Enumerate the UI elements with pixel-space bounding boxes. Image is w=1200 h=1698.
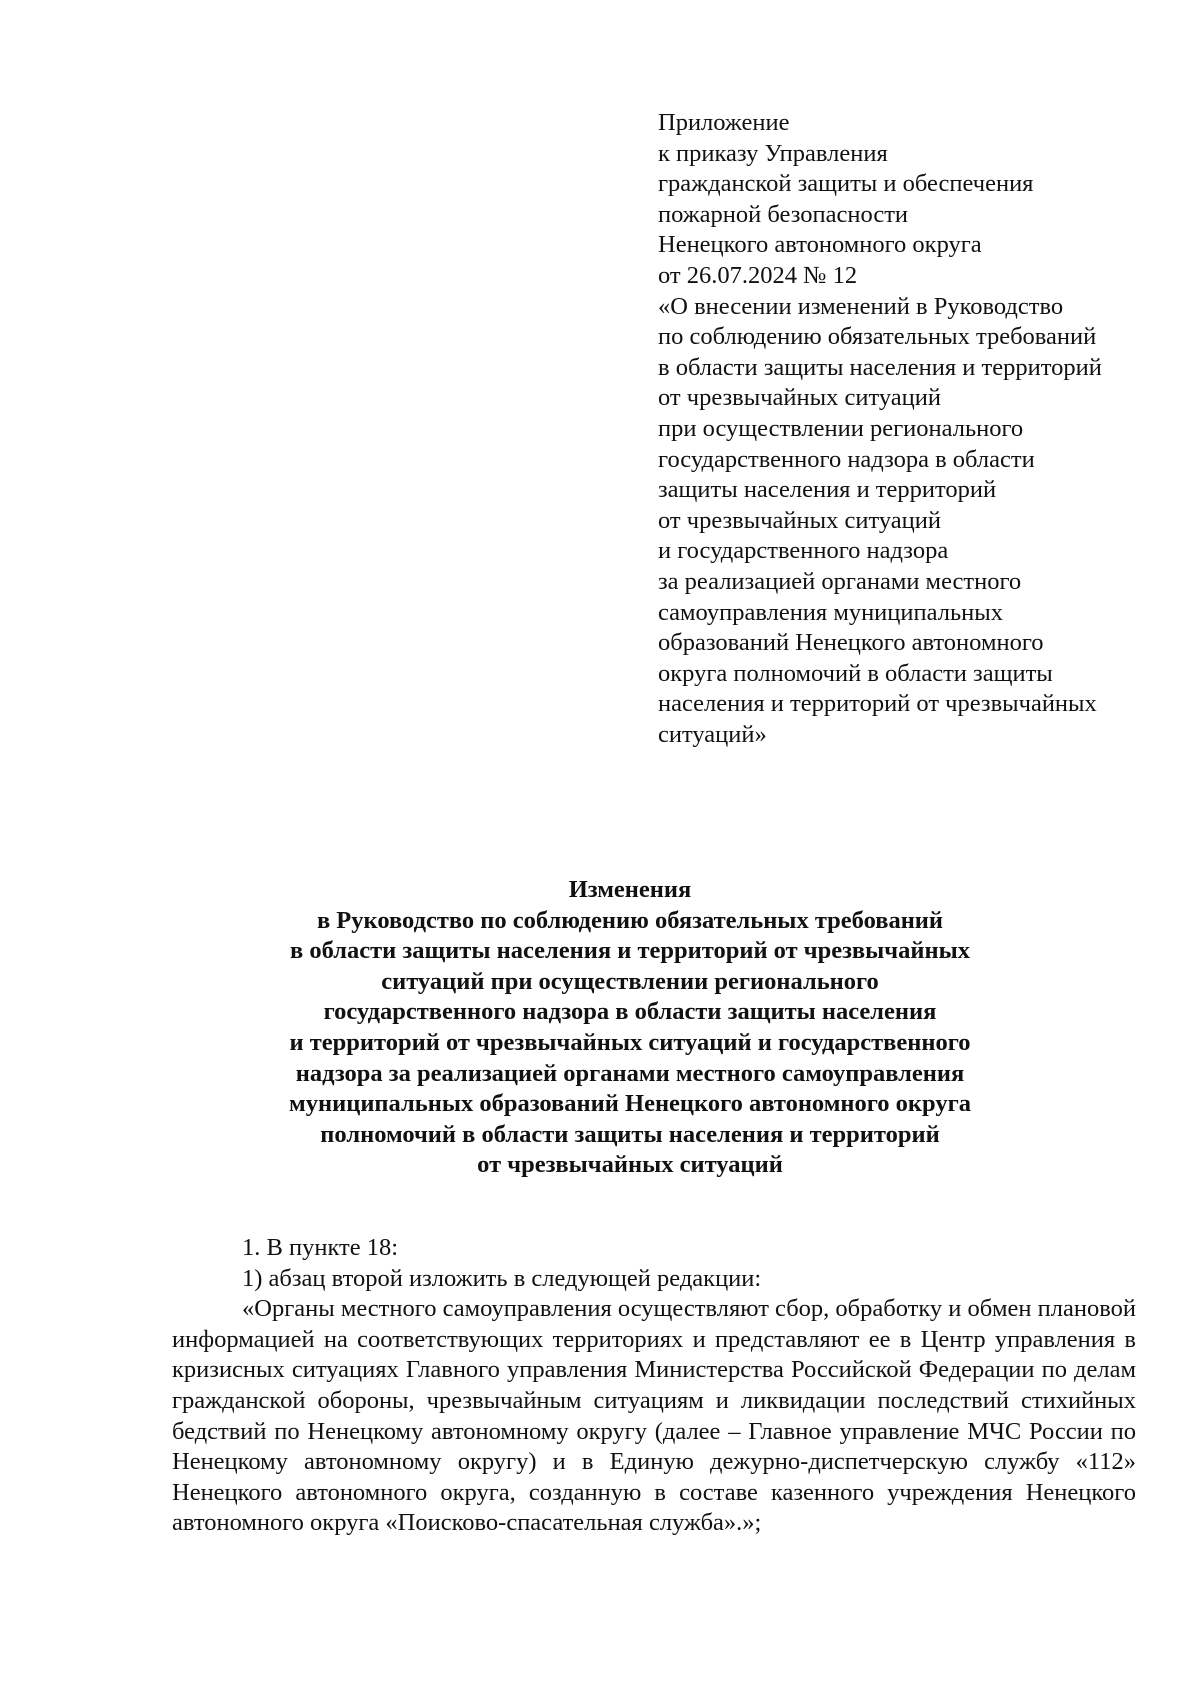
heading-line: в Руководство по соблюдению обязательных требований bbox=[316, 906, 944, 934]
appendix-line: самоуправления муниципальных bbox=[658, 598, 1003, 626]
heading-line: в области защиты населения и территорий от чрезвычайных bbox=[290, 937, 970, 965]
heading-line: от чрезвычайных ситуаций bbox=[477, 1151, 783, 1179]
appendix-line: округа полномочий в области защиты bbox=[658, 659, 1053, 687]
document-body bbox=[172, 1233, 1136, 1539]
appendix-line: от чрезвычайных ситуаций bbox=[658, 506, 941, 534]
document-heading bbox=[150, 875, 1110, 1181]
appendix-line: за реализацией органами местного bbox=[658, 567, 1022, 595]
appendix-line: защиты населения и территорий bbox=[658, 476, 997, 504]
heading-line: государственного надзора в области защиты населения bbox=[323, 998, 937, 1026]
appendix-line: пожарной безопасности bbox=[658, 200, 909, 228]
appendix-line: и государственного надзора bbox=[658, 537, 949, 565]
appendix-line: Приложение bbox=[658, 109, 790, 136]
appendix-line: при осуществлении регионального bbox=[658, 414, 1024, 442]
appendix-line: гражданской защиты и обеспечения bbox=[658, 170, 1034, 198]
heading-line: и территорий от чрезвычайных ситуаций и государственного bbox=[289, 1028, 971, 1056]
appendix-line: от 26.07.2024 № 12 bbox=[658, 261, 858, 289]
appendix-line: государственного надзора в области bbox=[658, 445, 1035, 473]
quoted-paragraph: «Органы местного самоуправления осуществляют сбор, обработку и обмен плановой информацией на соответствующих территориях и представляют ее в Центр управления в кризисных ситуациях Главного управления Министерства Российской Федерации по делам гражданской обороны, чрезвычайным ситуациям и ликвидации последствий стихийных бедствий по Ненецкому автономному округу (далее – Главное управление МЧС России по Ненецкому автономному округу) и в Единую дежурно-диспетчерскую службу «112» Ненецкого автономного округа, созданную в составе казенного учреждения Ненецкого автономного округа «Поисково-спасательная служба».»; bbox=[172, 1295, 1136, 1537]
appendix-line: Ненецкого автономного округа bbox=[658, 231, 982, 259]
appendix-line: по соблюдению обязательных требований bbox=[658, 323, 1097, 351]
heading-line: полномочий в области защиты населения и территорий bbox=[320, 1120, 940, 1148]
subitem-1-title: 1) абзац второй изложить в следующей редакции: bbox=[242, 1264, 762, 1292]
item-1-title: 1. В пункте 18: bbox=[242, 1234, 399, 1261]
heading-line: надзора за реализацией органами местного самоуправления bbox=[295, 1059, 965, 1087]
heading-line: Изменения bbox=[568, 876, 692, 903]
heading-line: муниципальных образований Ненецкого автономного округа bbox=[289, 1090, 971, 1118]
appendix-line: образований Ненецкого автономного bbox=[658, 629, 1044, 657]
appendix-line: «О внесении изменений в Руководство bbox=[658, 292, 1064, 320]
appendix-line: в области защиты населения и территорий bbox=[658, 353, 1102, 381]
appendix-line: ситуаций» bbox=[658, 720, 767, 748]
heading-line: ситуаций при осуществлении регионального bbox=[381, 967, 879, 995]
appendix-line: от чрезвычайных ситуаций bbox=[658, 384, 941, 412]
appendix-line: населения и территорий от чрезвычайных bbox=[658, 690, 1097, 718]
appendix-block bbox=[658, 108, 1158, 750]
appendix-line: к приказу Управления bbox=[658, 139, 888, 167]
